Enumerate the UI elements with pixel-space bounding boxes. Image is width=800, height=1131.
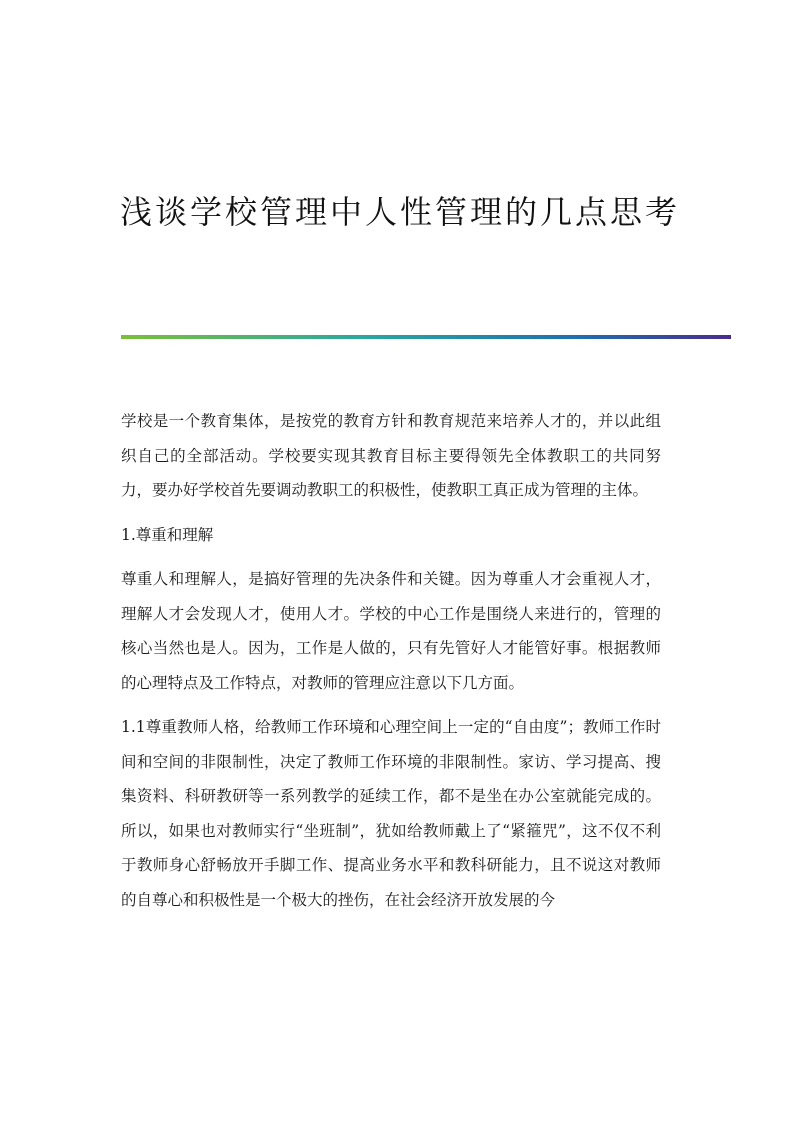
paragraph-subsection-1-1: 1.1尊重教师人格，给教师工作环境和心理空间上一定的“自由度”；教师工作时间和空间的非限制性，决定了教师工作环境的非限制性。家访、学习提高、搜集资料、科研教研等一系列教学的延续工作，都不是坐在办公室就能完成的。所以，如果也对教师实行“坐班制”，犹如给教师戴上了“紧箍咒”，这不仅不利于教师身心舒畅放开手脚工作、提高业务水平和教科研能力，且不说这对教师的自尊心和积极性是一个极大的挫伤，在社会经济开放发展的今 [121,718,661,909]
document-body [121,404,661,927]
title-divider [121,335,731,339]
paragraph-respect-understanding: 尊重人和理解人，是搞好管理的先决条件和关键。因为尊重人才会重视人才，理解人才会发现人才，使用人才。学校的中心工作是围绕人来进行的，管理的核心当然也是人。因为，工作是人做的，只有先管好人才能管好事。根据教师的心理特点及工作特点，对教师的管理应注意以下几方面。 [121,570,661,692]
section-heading-respect-understanding: 1.尊重和理解 [121,525,214,544]
paragraph-intro: 学校是一个教育集体，是按党的教育方针和教育规范来培养人才的，并以此组织自己的全部活动。学校要实现其教育目标主要得领先全体教职工的共同努力，要办好学校首先要调动教职工的积极性，使教职工真正成为管理的主体。 [121,412,661,499]
page-title: 浅谈学校管理中人性管理的几点思考 [119,193,680,231]
